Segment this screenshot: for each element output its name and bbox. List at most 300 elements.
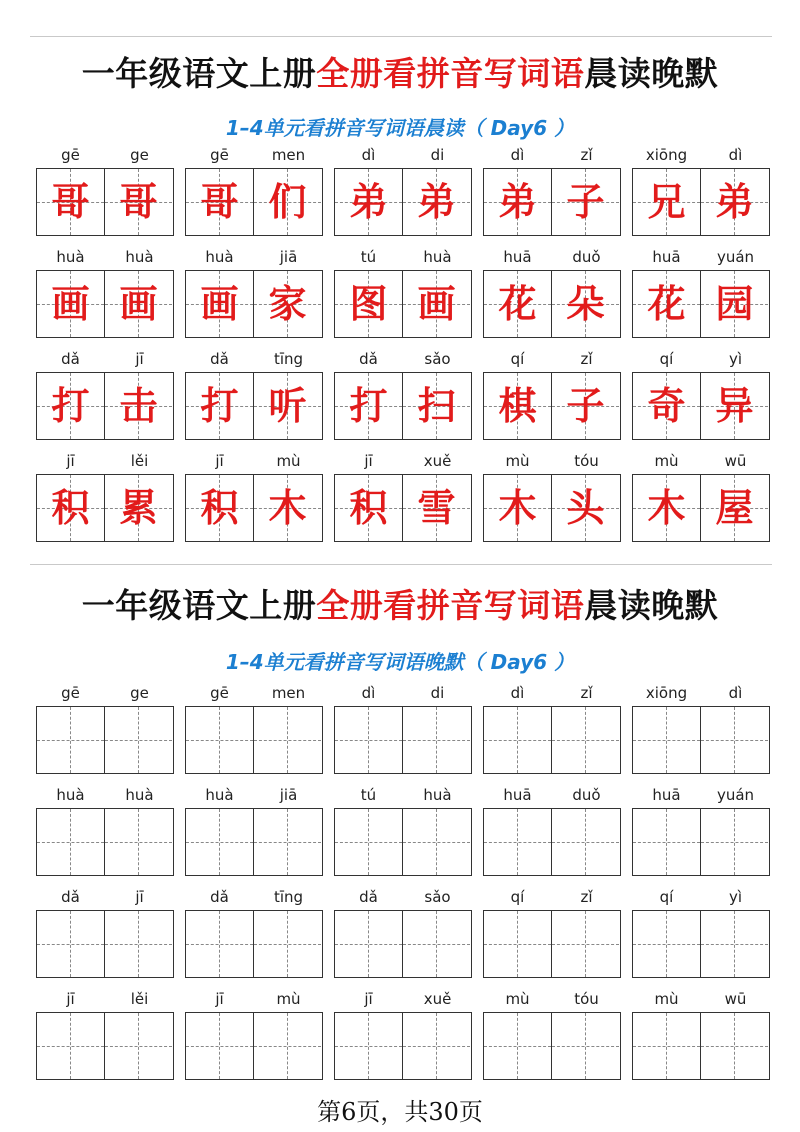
morning-title-part3: 晨读晚默 [584,54,719,93]
cell-divider [253,271,254,337]
evening-word-pair [185,786,323,888]
hanzi-character: 花 [498,281,537,326]
tianzige-cell [37,169,104,235]
tianzige-cell[interactable] [484,809,551,875]
tianzige-cell [484,169,551,235]
tianzige-cell[interactable] [701,707,768,773]
pinyin-label: huā [652,248,681,266]
pinyin-label: ge [130,684,149,702]
tianzige-box [185,270,323,338]
tianzige-box [483,372,621,440]
hanzi-character: 打 [51,383,90,428]
evening-word-pair [334,786,472,888]
pinyin-label: jī [364,990,373,1008]
tianzige-cell [254,475,321,541]
cell-divider [700,475,701,541]
guide-dash-vertical [138,809,139,875]
pinyin-label: jī [215,452,224,470]
guide-dash-vertical [585,809,586,875]
morning-word-pair [334,248,472,350]
tianzige-writing-box[interactable] [334,706,472,774]
cell-divider [700,911,701,977]
cell-divider [104,707,105,773]
guide-dash-vertical [70,707,71,773]
guide-dash-vertical [287,707,288,773]
hanzi-character: 击 [119,383,158,428]
morning-subtitle: 1–4单元看拼音写词语晨读（ Day6 ） [225,116,575,140]
evening-word-pair [334,990,472,1092]
evening-word-pair [36,990,174,1092]
tianzige-cell[interactable] [484,1013,551,1079]
hanzi-character: 弟 [498,179,537,224]
guide-dash-vertical [368,911,369,977]
pinyin-label: mù [505,990,530,1008]
hanzi-character: 哥 [51,179,90,224]
evening-title-part3: 晨读晚默 [584,586,719,625]
cell-divider [402,373,403,439]
tianzige-cell[interactable] [552,911,619,977]
tianzige-writing-box[interactable] [334,1012,472,1080]
cell-divider [402,169,403,235]
pinyin-label: tú [360,786,377,804]
pinyin-label: mù [505,452,530,470]
tianzige-cell [701,475,768,541]
guide-dash-vertical [368,1013,369,1079]
pinyin-label: huā [503,248,532,266]
tianzige-cell[interactable] [37,809,104,875]
pinyin-label: jiā [279,786,298,804]
pinyin-label: gē [61,684,80,702]
cell-divider [551,169,552,235]
pinyin-label: men [271,146,306,164]
hanzi-character: 画 [200,281,239,326]
pinyin-label: jī [135,350,144,368]
pinyin-label: dì [361,146,376,164]
tianzige-writing-box[interactable] [483,1012,621,1080]
tianzige-cell [403,373,470,439]
pinyin-label: qí [510,888,525,906]
pinyin-label: huā [652,786,681,804]
guide-dash-vertical [368,809,369,875]
tianzige-box [185,474,323,542]
tianzige-cell[interactable] [403,1013,470,1079]
evening-word-pair [632,888,770,990]
guide-dash-vertical [517,809,518,875]
cell-divider [104,271,105,337]
tianzige-cell[interactable] [186,911,253,977]
guide-dash-vertical [368,707,369,773]
tianzige-cell [552,373,619,439]
tianzige-writing-box[interactable] [483,910,621,978]
tianzige-cell[interactable] [484,707,551,773]
pinyin-label: xuě [423,452,452,470]
hanzi-character: 家 [268,281,307,326]
page-footer: 第6页，共30页 [317,1098,483,1126]
hanzi-character: 雪 [417,485,456,530]
tianzige-cell [186,271,253,337]
tianzige-cell[interactable] [633,911,700,977]
tianzige-writing-box[interactable] [185,1012,323,1080]
morning-word-row [36,350,768,452]
morning-word-pair [334,452,472,554]
tianzige-writing-box[interactable] [334,808,472,876]
tianzige-box [334,372,472,440]
pinyin-label: huà [56,248,85,266]
evening-word-row [36,888,768,990]
tianzige-writing-box[interactable] [483,808,621,876]
tianzige-cell [552,169,619,235]
pinyin-label: jiā [279,248,298,266]
cell-divider [551,373,552,439]
tianzige-box [36,270,174,338]
pinyin-label: huà [205,248,234,266]
pinyin-label: wū [724,452,747,470]
tianzige-cell[interactable] [403,911,470,977]
tianzige-cell[interactable] [701,1013,768,1079]
guide-dash-vertical [517,707,518,773]
tianzige-cell [484,373,551,439]
morning-word-pair [36,248,174,350]
tianzige-cell[interactable] [186,707,253,773]
tianzige-cell [37,475,104,541]
tianzige-cell [37,271,104,337]
morning-word-pair [334,146,472,248]
tianzige-cell [403,271,470,337]
morning-word-pair [36,350,174,452]
guide-dash-vertical [436,1013,437,1079]
cell-divider [551,809,552,875]
cell-divider [700,1013,701,1079]
cell-divider [104,373,105,439]
pinyin-label: dǎ [359,888,378,906]
pinyin-label: xuě [423,990,452,1008]
tianzige-cell [633,373,700,439]
hanzi-character: 打 [349,383,388,428]
guide-dash-vertical [517,1013,518,1079]
tianzige-cell [335,271,402,337]
tianzige-cell[interactable] [552,1013,619,1079]
tianzige-writing-box[interactable] [36,808,174,876]
tianzige-cell[interactable] [105,809,172,875]
tianzige-cell [254,373,321,439]
evening-word-pair [185,990,323,1092]
tianzige-cell[interactable] [37,1013,104,1079]
cell-divider [700,809,701,875]
guide-dash-vertical [734,911,735,977]
tianzige-writing-box[interactable] [632,808,770,876]
evening-word-pair [483,684,621,786]
tianzige-cell[interactable] [335,911,402,977]
tianzige-cell[interactable] [403,809,470,875]
pinyin-label: di [430,684,445,702]
cell-divider [551,707,552,773]
tianzige-cell [105,475,172,541]
hanzi-character: 头 [566,485,605,530]
cell-divider [104,169,105,235]
tianzige-writing-box[interactable] [36,910,174,978]
pinyin-label: mù [654,990,679,1008]
cell-divider [253,169,254,235]
section-divider [30,564,772,565]
cell-divider [253,475,254,541]
tianzige-cell[interactable] [552,809,619,875]
tianzige-writing-box[interactable] [36,1012,174,1080]
pinyin-label: jī [66,452,75,470]
hanzi-character: 画 [119,281,158,326]
pinyin-label: huà [423,248,452,266]
morning-word-row [36,146,768,248]
pinyin-label: gē [210,146,229,164]
guide-dash-vertical [219,809,220,875]
pinyin-label: yuán [716,786,755,804]
hanzi-character: 园 [715,281,754,326]
pinyin-label: qí [659,350,674,368]
guide-dash-vertical [585,911,586,977]
tianzige-cell[interactable] [335,707,402,773]
cell-divider [402,271,403,337]
guide-dash-vertical [70,1013,71,1079]
morning-word-pair [632,452,770,554]
hanzi-character: 哥 [200,179,239,224]
pinyin-label: sǎo [424,350,451,368]
tianzige-cell[interactable] [701,809,768,875]
hanzi-character: 画 [51,281,90,326]
cell-divider [551,911,552,977]
cell-divider [253,707,254,773]
cell-divider [700,271,701,337]
tianzige-box [36,474,174,542]
tianzige-cell [105,373,172,439]
tianzige-cell [552,475,619,541]
morning-word-pair [483,248,621,350]
hanzi-character: 哥 [119,179,158,224]
pinyin-label: zǐ [580,888,593,906]
guide-dash-vertical [219,1013,220,1079]
tianzige-writing-box[interactable] [185,706,323,774]
hanzi-character: 图 [349,281,388,326]
pinyin-label: huà [205,786,234,804]
pinyin-label: dì [728,146,743,164]
tianzige-cell [403,169,470,235]
morning-word-pair [632,146,770,248]
cell-divider [253,1013,254,1079]
evening-grid [36,684,768,1092]
guide-dash-vertical [666,707,667,773]
hanzi-character: 积 [349,485,388,530]
morning-word-pair [185,452,323,554]
pinyin-label: huà [56,786,85,804]
top-rule [30,36,772,37]
pinyin-label: qí [659,888,674,906]
tianzige-writing-box[interactable] [36,706,174,774]
hanzi-character: 扫 [417,383,456,428]
evening-word-row [36,684,768,786]
tianzige-cell[interactable] [403,707,470,773]
tianzige-cell [186,169,253,235]
cell-divider [253,809,254,875]
tianzige-cell[interactable] [701,911,768,977]
hanzi-character: 木 [498,485,537,530]
cell-divider [402,707,403,773]
pinyin-label: huà [125,786,154,804]
pinyin-label: dǎ [61,888,80,906]
morning-word-pair [483,350,621,452]
tianzige-cell[interactable] [633,809,700,875]
cell-divider [402,809,403,875]
tianzige-cell[interactable] [633,707,700,773]
morning-word-pair [632,248,770,350]
morning-title-part2: 全册看拼音写词语 [316,54,585,93]
tianzige-cell[interactable] [105,1013,172,1079]
morning-word-pair [632,350,770,452]
tianzige-cell [701,373,768,439]
morning-word-pair [185,350,323,452]
guide-dash-vertical [517,911,518,977]
guide-dash-vertical [666,1013,667,1079]
tianzige-writing-box[interactable] [632,910,770,978]
hanzi-character: 棋 [498,383,537,428]
pinyin-label: dì [728,684,743,702]
guide-dash-vertical [585,1013,586,1079]
tianzige-box [632,372,770,440]
pinyin-label: mù [276,990,301,1008]
tianzige-cell[interactable] [633,1013,700,1079]
evening-word-pair [483,786,621,888]
hanzi-character: 弟 [349,179,388,224]
pinyin-label: tú [360,248,377,266]
hanzi-character: 累 [119,485,158,530]
tianzige-cell[interactable] [254,707,321,773]
morning-word-row [36,248,768,350]
tianzige-cell[interactable] [254,911,321,977]
pinyin-label: yuán [716,248,755,266]
tianzige-cell[interactable] [254,809,321,875]
tianzige-writing-box[interactable] [334,910,472,978]
cell-divider [402,475,403,541]
cell-divider [402,1013,403,1079]
tianzige-cell[interactable] [105,707,172,773]
morning-word-pair [334,350,472,452]
guide-dash-vertical [287,809,288,875]
evening-word-pair [632,786,770,888]
cell-divider [253,373,254,439]
tianzige-cell[interactable] [186,1013,253,1079]
tianzige-cell [633,475,700,541]
cell-divider [551,1013,552,1079]
pinyin-label: qí [510,350,525,368]
tianzige-cell [335,475,402,541]
hanzi-character: 屋 [715,485,754,530]
pinyin-label: zǐ [580,350,593,368]
pinyin-label: mù [276,452,301,470]
pinyin-label: huà [125,248,154,266]
tianzige-cell[interactable] [335,1013,402,1079]
hanzi-character: 兄 [647,179,686,224]
pinyin-label: yì [728,350,743,368]
tianzige-writing-box[interactable] [483,706,621,774]
pinyin-label: xiōng [645,146,688,164]
tianzige-cell[interactable] [552,707,619,773]
morning-word-pair [483,146,621,248]
guide-dash-vertical [436,809,437,875]
hanzi-character: 打 [200,383,239,428]
hanzi-character: 积 [51,485,90,530]
cell-divider [104,809,105,875]
evening-word-row [36,990,768,1092]
morning-title-part1: 一年级语文上册 [81,54,317,93]
tianzige-box [334,474,472,542]
evening-word-pair [334,888,472,990]
pinyin-label: tīng [273,350,304,368]
tianzige-box [36,372,174,440]
hanzi-character: 画 [417,281,456,326]
pinyin-label: lěi [130,990,149,1008]
pinyin-label: wū [724,990,747,1008]
evening-word-pair [632,684,770,786]
hanzi-character: 朵 [566,281,605,326]
tianzige-box [483,474,621,542]
morning-title [0,48,800,95]
tianzige-cell [254,169,321,235]
tianzige-cell[interactable] [186,809,253,875]
hanzi-character: 木 [268,485,307,530]
hanzi-character: 木 [647,485,686,530]
guide-dash-vertical [666,809,667,875]
pinyin-label: huà [423,786,452,804]
tianzige-cell[interactable] [37,911,104,977]
tianzige-box [483,270,621,338]
pinyin-label: duǒ [572,248,601,266]
tianzige-box [632,168,770,236]
guide-dash-vertical [734,809,735,875]
tianzige-cell[interactable] [105,911,172,977]
tianzige-writing-box[interactable] [185,910,323,978]
tianzige-cell[interactable] [335,809,402,875]
tianzige-cell [186,373,253,439]
tianzige-cell [701,271,768,337]
guide-dash-vertical [138,1013,139,1079]
evening-word-pair [185,888,323,990]
morning-word-pair [483,452,621,554]
guide-dash-vertical [436,707,437,773]
hanzi-character: 子 [566,383,605,428]
tianzige-cell [403,475,470,541]
evening-word-pair [185,684,323,786]
tianzige-cell [186,475,253,541]
pinyin-label: gē [210,684,229,702]
pinyin-label: mù [654,452,679,470]
morning-word-pair [36,452,174,554]
pinyin-label: lěi [130,452,149,470]
tianzige-writing-box[interactable] [632,1012,770,1080]
hanzi-character: 花 [647,281,686,326]
hanzi-character: 子 [566,179,605,224]
pinyin-label: huā [503,786,532,804]
guide-dash-vertical [70,911,71,977]
tianzige-writing-box[interactable] [185,808,323,876]
cell-divider [700,169,701,235]
guide-dash-vertical [666,911,667,977]
guide-dash-vertical [138,707,139,773]
tianzige-writing-box[interactable] [632,706,770,774]
cell-divider [700,707,701,773]
tianzige-cell[interactable] [254,1013,321,1079]
tianzige-box [185,372,323,440]
pinyin-label: jī [66,990,75,1008]
tianzige-cell[interactable] [37,707,104,773]
tianzige-cell[interactable] [484,911,551,977]
pinyin-label: tīng [273,888,304,906]
